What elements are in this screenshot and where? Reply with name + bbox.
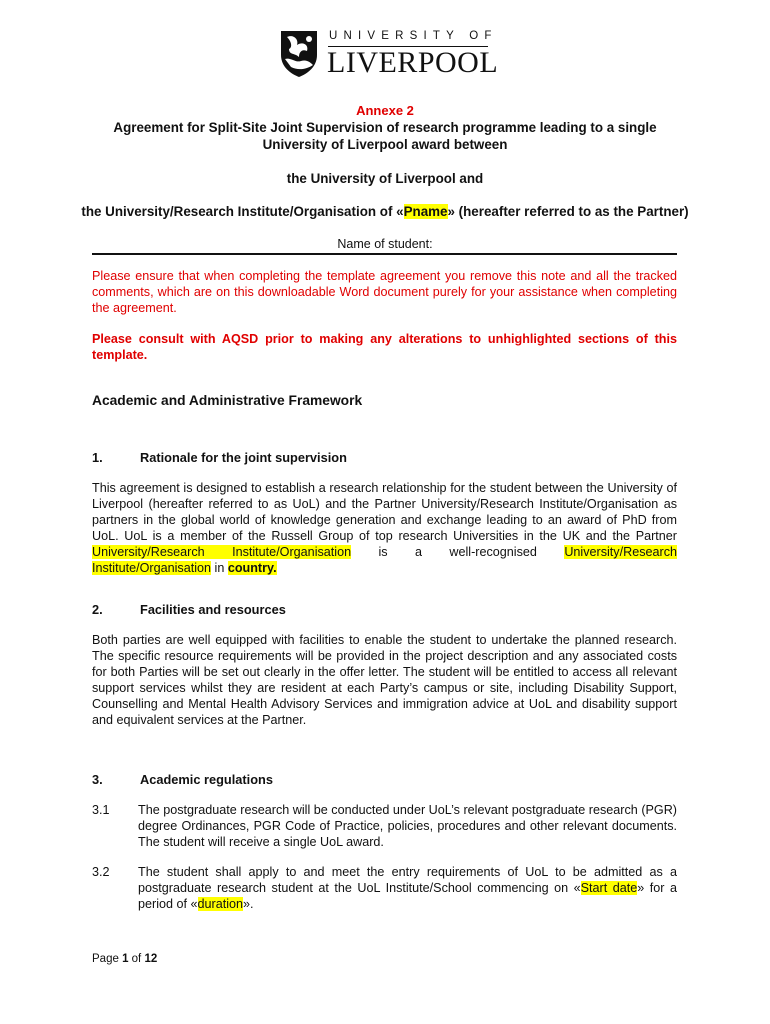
clause-3-2-text [138,864,677,912]
clause-3-2-pre: The student shall apply to and meet the entry requirements of UoL to be admitted as a postgraduate research student at the UoL Institute/School commencing on « [138,865,677,895]
clause-3-1 [92,802,677,850]
university-logo [279,29,499,79]
s1-country: country. [227,561,277,575]
s1-text-c: in [211,561,228,575]
s1-text-a: This agreement is designed to establish a research relationship for the student between the University of Liverpool (hereafter referred to as UoL) and the Partner University/Research Institute/Organisation as partners in the global world of knowledge generation and exchange leading to an award of PhD from UoL. UoL is a member of the Russell Group of top research Universities in the UK and the Partner [92,481,677,543]
s1-highlight-1: University/Research Institute/Organisation [92,545,352,559]
section-2-heading [92,602,286,617]
section-1-heading [92,450,347,465]
section-3-number: 3. [92,772,103,787]
section-3-heading [92,772,273,787]
framework-heading: Academic and Administrative Framework [92,393,363,408]
annexe-label: Annexe 2 [356,103,414,118]
clause-3-1-number: 3.1 [92,803,110,817]
section-2-number: 2. [92,602,103,617]
clause-3-2-mid: » for a period of « [138,881,678,911]
partner-pre: the University/Research Institute/Organisation of « [81,204,404,219]
header-divider [92,253,677,255]
section-1-number: 1. [92,450,103,465]
partner-name-field: Pname [403,204,448,219]
s1-highlight-2: University/Research Institute/Organisation [92,545,677,575]
clause-3-1-text: The postgraduate research will be conducted under UoL’s relevant postgraduate research (PGR) degree Ordinances, PGR Code of Practice, policies, procedures and other relevant documents. The student will receive a single UoL award. [138,803,677,849]
section-2-body: Both parties are well equipped with facilities to enable the student to undertake the planned research. The specific resource requirements will be provided in the project description and any associated costs for both Parties will be set out clearly in the offer letter. The student will be entitled to access all relevant support services whilst they are resident at each Party’s campus or site, including Disability Support, Counselling and Mental Health Advisory Services and immigration advice at UoL and disability support and equivalent services at the Partner. [92,633,677,727]
partner-post: » (hereafter referred to as the Partner) [447,204,689,219]
template-note: Please ensure that when completing the template agreement you remove this note and all the tracked comments, which are on this downloadable Word document purely for your assistance when completing the agreement. [92,269,677,315]
uol-party-line: the University of Liverpool and [286,171,484,186]
aqsd-note: Please consult with AQSD prior to making any alterations to unhighlighted sections of this template. [92,332,677,362]
logo-liverpool: LIVERPOOL [327,46,499,79]
page-footer [92,953,157,965]
start-date-field: Start date [580,881,638,895]
footer-of: of [128,953,145,965]
clause-3-2 [92,864,677,912]
section-1-body [92,480,677,576]
section-2-title: Facilities and resources [140,602,286,617]
partner-party-line [80,203,690,220]
clause-3-2-number: 3.2 [92,865,110,879]
section-1-title: Rationale for the joint supervision [140,450,347,465]
footer-page-label: Page [92,953,123,965]
clause-3-2-post: ». [243,897,254,911]
s1-text-b: is a well-recognised [351,545,565,559]
footer-page-number: 1 [122,953,129,965]
section-3-title: Academic regulations [140,772,273,787]
duration-field: duration [197,897,244,911]
crest-icon [279,29,319,79]
student-name-label: Name of student: [337,237,433,251]
logo-university-of: UNIVERSITY OF [329,30,498,42]
footer-page-total: 12 [144,953,158,965]
agreement-title: Agreement for Split-Site Joint Supervision of research programme leading to a single University of Liverpool award between [113,120,657,152]
